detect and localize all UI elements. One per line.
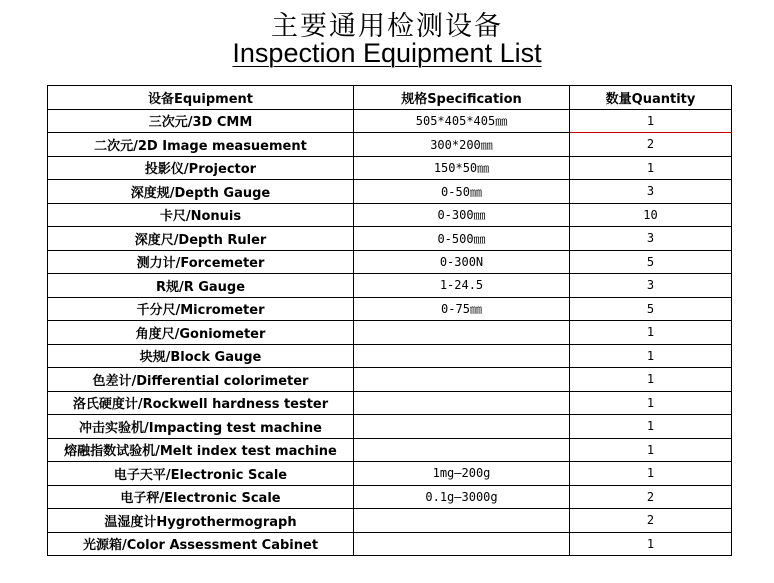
cell-equipment: 洛氏硬度计/Rockwell hardness tester [48, 391, 354, 415]
table-row [48, 321, 732, 345]
header-equipment: 设备Equipment [48, 86, 354, 110]
page-title-english-text: Inspection Equipment List [232, 38, 542, 68]
table-row [48, 180, 732, 204]
cell-equipment: 温湿度计Hygrothermograph [48, 509, 354, 533]
cell-equipment: 电子天平/Electronic Scale [48, 462, 354, 486]
table-row [48, 344, 732, 368]
cell-equipment: 光源箱/Color Assessment Cabinet [48, 532, 354, 556]
table-row [48, 509, 732, 533]
cell-specification: 150*50㎜ [354, 156, 570, 180]
cell-quantity: 1 [570, 415, 732, 439]
cell-equipment: 电子秤/Electronic Scale [48, 485, 354, 509]
cell-specification: 0-50㎜ [354, 180, 570, 204]
cell-equipment: 测力计/Forcemeter [48, 250, 354, 274]
table-row [48, 532, 732, 556]
table-row [48, 415, 732, 439]
cell-equipment: 千分尺/Micrometer [48, 297, 354, 321]
cell-equipment: 三次元/3D CMM [48, 109, 354, 133]
cell-specification [354, 532, 570, 556]
cell-quantity: 1 [570, 532, 732, 556]
cell-specification: 300*200㎜ [354, 133, 570, 157]
header-specification: 规格Specification [354, 86, 570, 110]
cell-specification: 0.1g—3000g [354, 485, 570, 509]
table-row [48, 227, 732, 251]
cell-quantity: 2 [570, 485, 732, 509]
cell-specification [354, 321, 570, 345]
cell-specification: 0-300N [354, 250, 570, 274]
cell-quantity: 5 [570, 297, 732, 321]
table-row [48, 368, 732, 392]
table-row [48, 250, 732, 274]
cell-equipment: 卡尺/Nonuis [48, 203, 354, 227]
cell-specification [354, 415, 570, 439]
cell-quantity: 2 [570, 133, 732, 157]
table-row [48, 462, 732, 486]
cell-quantity: 10 [570, 203, 732, 227]
table-row [48, 203, 732, 227]
cell-equipment: 投影仪/Projector [48, 156, 354, 180]
equipment-table [47, 85, 732, 556]
table-row [48, 391, 732, 415]
cell-specification [354, 391, 570, 415]
cell-equipment: 深度规/Depth Gauge [48, 180, 354, 204]
cell-equipment: R规/R Gauge [48, 274, 354, 298]
cell-specification: 1mg—200g [354, 462, 570, 486]
cell-quantity: 1 [570, 391, 732, 415]
table-row [48, 274, 732, 298]
cell-equipment: 熔融指数试验机/Melt index test machine [48, 438, 354, 462]
cell-equipment: 冲击实验机/Impacting test machine [48, 415, 354, 439]
table-row [48, 438, 732, 462]
page-title-english [0, 38, 774, 69]
cell-specification: 505*405*405㎜ [354, 109, 570, 133]
cell-quantity: 1 [570, 344, 732, 368]
cell-specification [354, 344, 570, 368]
cell-quantity: 1 [570, 462, 732, 486]
cell-specification [354, 368, 570, 392]
cell-quantity: 3 [570, 227, 732, 251]
cell-equipment: 块规/Block Gauge [48, 344, 354, 368]
page-title-chinese: 主要通用检测设备 [271, 11, 503, 42]
table-row [48, 297, 732, 321]
cell-specification: 1-24.5 [354, 274, 570, 298]
cell-quantity: 3 [570, 180, 732, 204]
cell-quantity: 1 [570, 438, 732, 462]
cell-specification: 0-300㎜ [354, 203, 570, 227]
cell-quantity: 2 [570, 509, 732, 533]
cell-quantity: 5 [570, 250, 732, 274]
cell-quantity: 1 [570, 368, 732, 392]
cell-quantity: 1 [570, 109, 732, 133]
cell-equipment: 二次元/2D Image measuement [48, 133, 354, 157]
cell-equipment: 色差计/Differential colorimeter [48, 368, 354, 392]
cell-quantity: 3 [570, 274, 732, 298]
table-row [48, 133, 732, 157]
table-row [48, 485, 732, 509]
table-header-row [48, 86, 732, 110]
table-row [48, 109, 732, 133]
table-body [48, 109, 732, 556]
cell-quantity: 1 [570, 321, 732, 345]
header-quantity: 数量Quantity [570, 86, 732, 110]
cell-quantity: 1 [570, 156, 732, 180]
cell-equipment: 角度尺/Goniometer [48, 321, 354, 345]
table-row [48, 156, 732, 180]
cell-specification [354, 509, 570, 533]
cell-specification: 0-75㎜ [354, 297, 570, 321]
cell-equipment: 深度尺/Depth Ruler [48, 227, 354, 251]
cell-specification: 0-500㎜ [354, 227, 570, 251]
cell-specification [354, 438, 570, 462]
